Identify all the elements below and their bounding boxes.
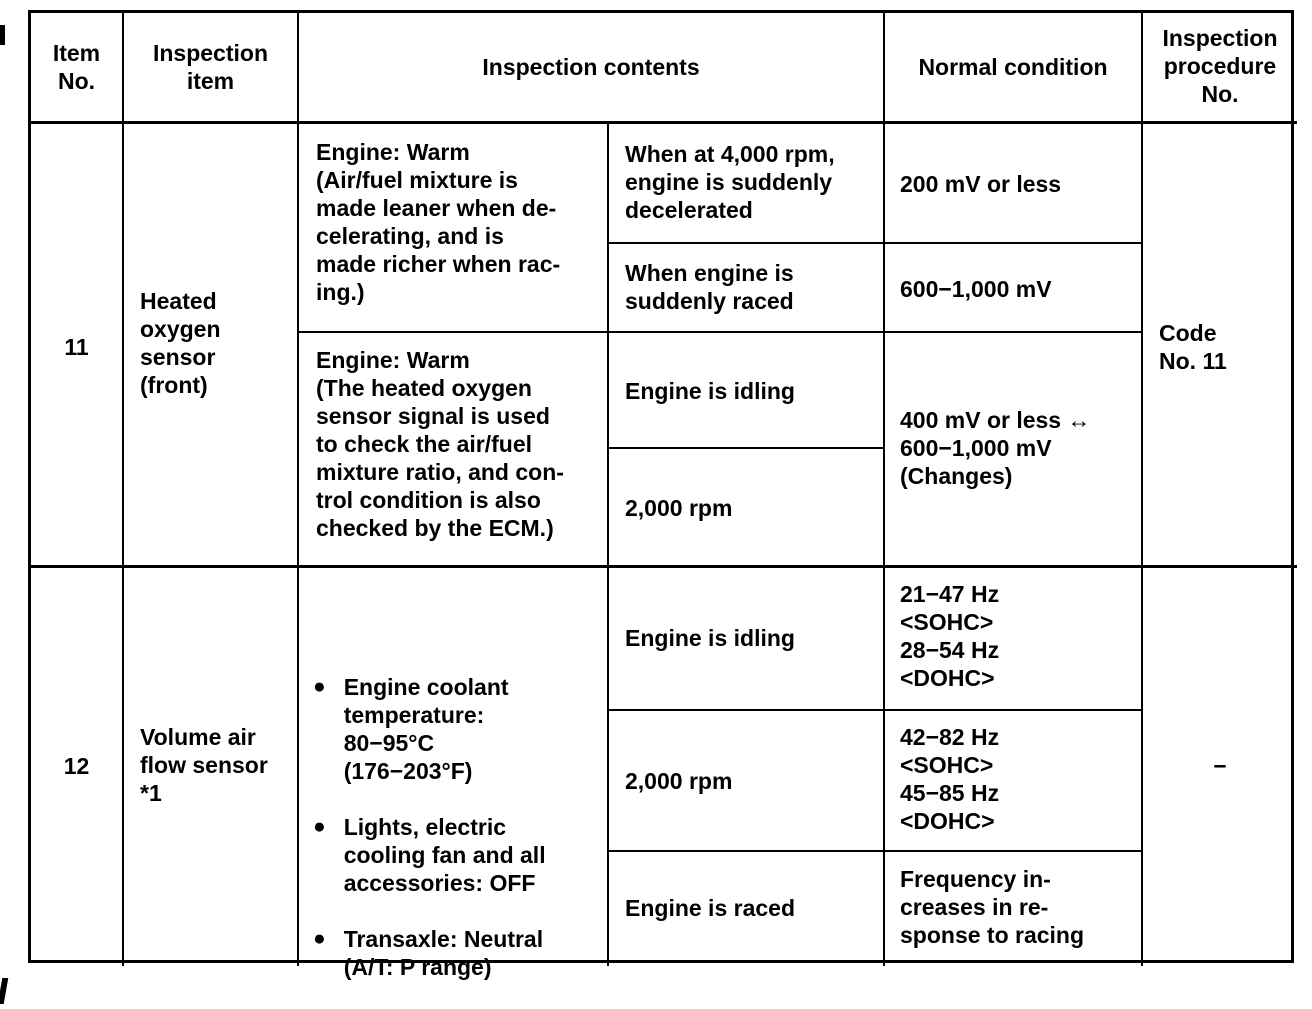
bullet-icon: ●	[313, 927, 326, 950]
row11-group2-sub2-state: 2,000 rpm	[625, 495, 733, 521]
row12-bullet-item	[313, 925, 597, 981]
row11-group2-normal: 400 mV or less ↔ 600−1,000 mV (Changes)	[900, 407, 1091, 489]
row11-group1-sub1-normal: 200 mV or less	[900, 171, 1062, 197]
col-divider-inspection-item	[297, 13, 299, 966]
row11-inspection-item: Heated oxygen sensor (front)	[140, 288, 221, 398]
page-edge-mark	[0, 25, 5, 45]
header-normal-condition: Normal condition	[918, 54, 1108, 80]
row12-conditions-list	[313, 645, 597, 1009]
row12-sub1-state: Engine is idling	[625, 625, 795, 651]
row11-group1-condition: Engine: Warm (Air/fuel mixture is made leaner when de- celerating, and is made richer when rac- ing.)	[316, 139, 561, 305]
header-inspection-item: Inspection item	[152, 40, 268, 94]
row12-subdivider-2	[607, 850, 1143, 852]
row11-group1-sub1-state: When at 4,000 rpm, engine is suddenly decelerated	[625, 141, 835, 223]
row12-procedure-no: −	[1213, 753, 1227, 779]
row12-bullet-text: Engine coolant temperature: 80−95°C (176−203°F)	[343, 674, 509, 784]
header-item-no: Item No.	[52, 40, 101, 94]
row12-sub3-normal: Frequency in- creases in re- sponse to racing	[900, 866, 1085, 948]
row11-group1-sub2-state: When engine is suddenly raced	[625, 260, 794, 314]
inspection-table	[28, 10, 1294, 980]
row11-group-divider	[297, 331, 1143, 333]
row12-item-no: 12	[63, 753, 90, 779]
row12-sub1-normal: 21−47 Hz <SOHC> 28−54 Hz <DOHC>	[900, 581, 1000, 691]
row11-group2-sub1-state: Engine is idling	[625, 378, 795, 404]
row11-procedure-no: Code No. 11	[1159, 320, 1227, 374]
row-divider	[31, 565, 1297, 568]
col-divider-contents	[607, 123, 609, 966]
bullet-icon: ●	[313, 675, 326, 698]
row12-subdivider-1	[607, 709, 1143, 711]
row12-bullet-text: Transaxle: Neutral (A/T: P range)	[343, 926, 544, 980]
header-divider	[31, 121, 1297, 124]
col-divider-procedure	[1141, 13, 1143, 966]
row12-bullet-text: Lights, electric cooling fan and all accessories: OFF	[343, 814, 546, 896]
row12-bullet-item	[313, 813, 597, 897]
row12-sub2-normal: 42−82 Hz <SOHC> 45−85 Hz <DOHC>	[900, 724, 1000, 834]
row11-group1-sub2-normal: 600−1,000 mV	[900, 276, 1052, 302]
header-inspection-contents: Inspection contents	[482, 54, 700, 80]
row12-sub3-state: Engine is raced	[625, 895, 796, 921]
row11-group2-subdivider	[607, 447, 885, 449]
row11-item-no: 11	[64, 334, 89, 360]
col-divider-normal	[883, 13, 885, 966]
row12-sub2-state: 2,000 rpm	[625, 768, 733, 794]
row12-inspection-item: Volume air flow sensor *1	[140, 724, 268, 806]
row12-bullet-item	[313, 673, 597, 785]
bullet-icon: ●	[313, 815, 326, 838]
row11-group2-condition: Engine: Warm (The heated oxygen sensor signal is used to check the air/fuel mixture ratio, and con- trol condition is also checked by the ECM.)	[316, 347, 564, 541]
row11-group1-subdivider	[607, 242, 1143, 244]
page-edge-mark-bottom	[0, 978, 8, 1004]
col-divider-item	[122, 13, 124, 966]
header-procedure-no: Inspection procedure No.	[1162, 25, 1278, 107]
